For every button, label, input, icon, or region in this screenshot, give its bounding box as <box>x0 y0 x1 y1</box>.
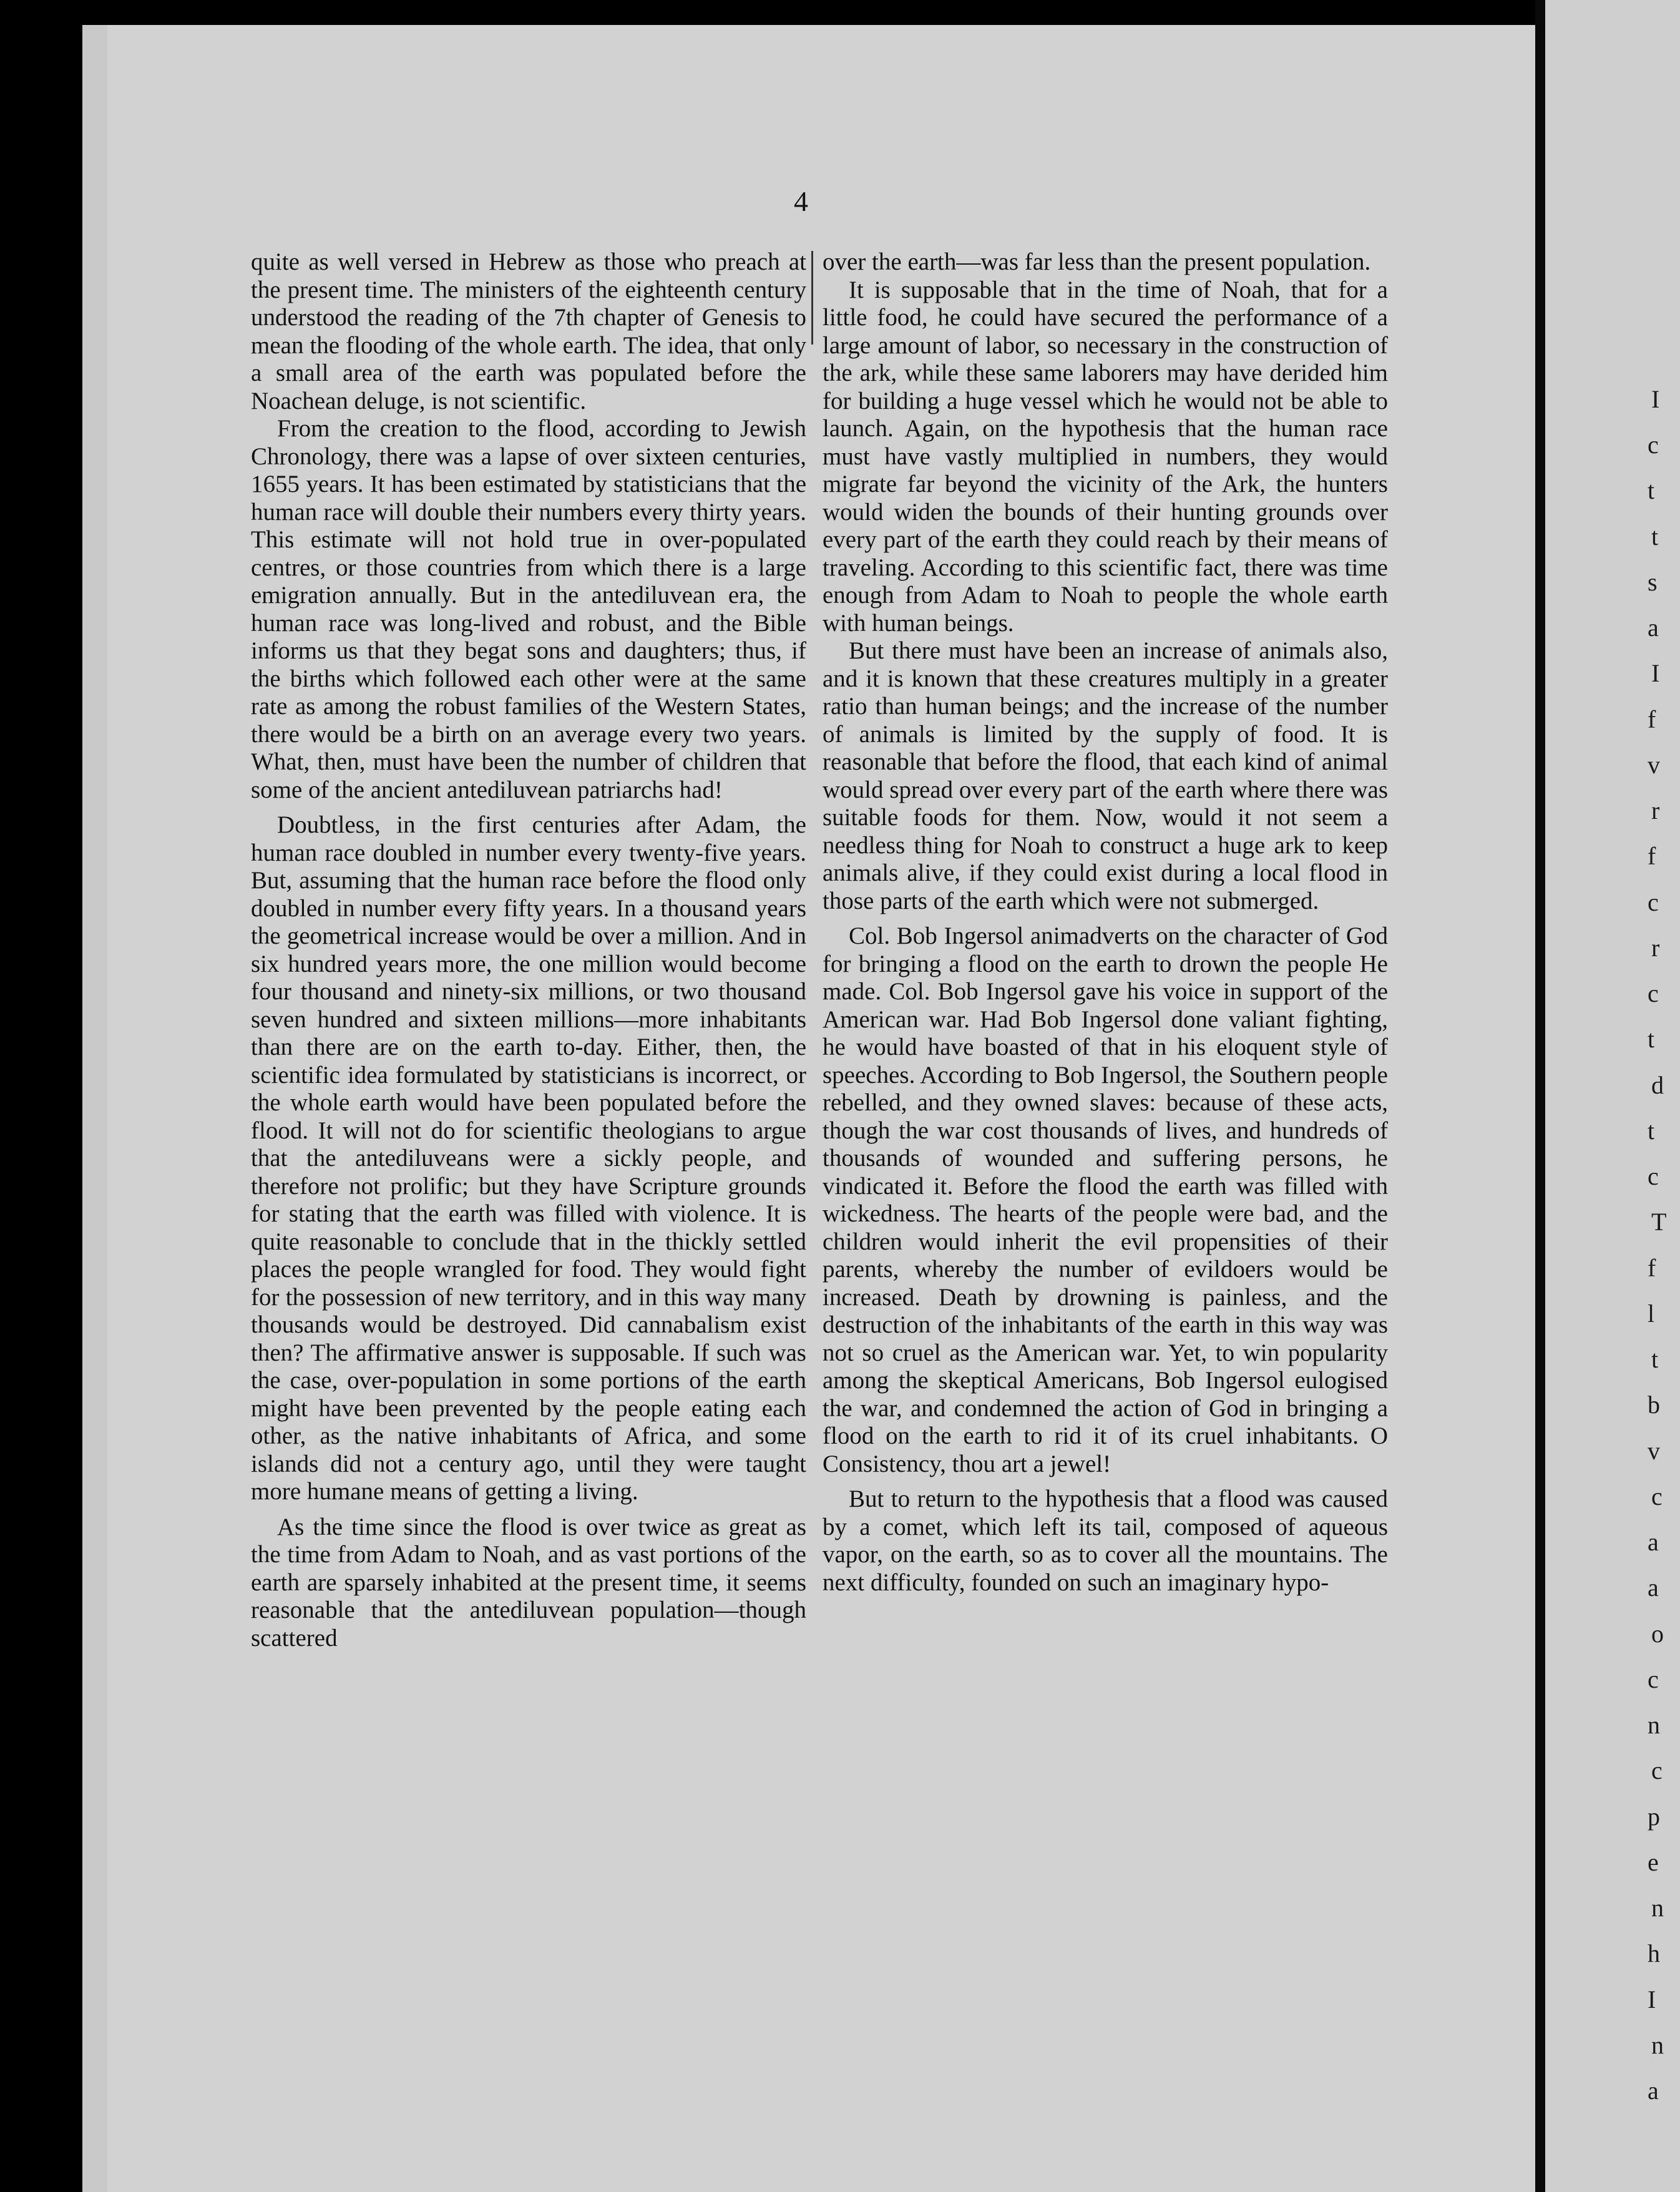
adjacent-page-letter: c <box>1648 431 1659 459</box>
adjacent-page-letter: f <box>1648 705 1656 733</box>
adjacent-page-letter: f <box>1648 1253 1656 1282</box>
adjacent-page-letter: n <box>1651 2030 1664 2059</box>
adjacent-page-letter: c <box>1651 1756 1663 1785</box>
adjacent-page-letter: c <box>1648 888 1659 916</box>
adjacent-page-letter: v <box>1648 750 1660 779</box>
adjacent-page-letter: c <box>1648 979 1659 1008</box>
column-divider <box>811 251 813 345</box>
adjacent-page-letter: e <box>1648 1847 1659 1876</box>
adjacent-page-letter: c <box>1648 1162 1659 1191</box>
adjacent-page-letter: l <box>1648 1299 1655 1328</box>
left-column <box>251 248 806 1652</box>
adjacent-page-letter: t <box>1651 522 1659 550</box>
adjacent-page-letter: f <box>1648 842 1656 871</box>
adjacent-page-letter: t <box>1648 1025 1655 1054</box>
adjacent-page-letter: n <box>1651 1894 1664 1922</box>
adjacent-page-letter: a <box>1648 1573 1659 1602</box>
adjacent-page-letter: r <box>1651 933 1660 962</box>
adjacent-page-letter: a <box>1648 2077 1659 2105</box>
paragraph: As the time since the flood is over twice as great as the time from Adam to Noah, and as vast portions of the earth are sparsely inhabited at the present time, it seems reasonable that the antediluvean population—though scattered <box>251 1513 806 1651</box>
adjacent-page-letter: n <box>1648 1711 1660 1739</box>
adjacent-page-letter: I <box>1648 1985 1656 2013</box>
paragraph: quite as well versed in Hebrew as those who preach at the present time. The ministers of the eighteenth century understood the reading of the 7th chapter of Genesis to mean the flooding of the whole earth. The idea, that only a small area of the earth was populated before the Noachean deluge, is not scientific. <box>251 248 806 414</box>
paragraph: But there must have been an increase of animals also, and it is known that these creatures multiply in a greater ratio than human beings; and the increase of the number of animals is limited by the supply of food. It is reasonable that before the flood, that each kind of animal would spread over every part of the earth where there was suitable foods for them. Now, would it not seem a needless thing for Noah to construct a huge ark to keep animals alive, if they could exist during a local flood in those parts of the earth which were not submerged. <box>823 637 1388 914</box>
adjacent-page-letter: c <box>1648 1665 1659 1693</box>
adjacent-page-letter: I <box>1651 385 1660 413</box>
paragraph: From the creation to the flood, according to Jewish Chronology, there was a lapse of over sixteen centuries, 1655 years. It has been estimated by statisticians that the human race will double their numbers every thirty years. This estimate will not hold true in over-populated centres, or those countries from which there is a large emigration annually. But in the antediluvean era, the human race was long-lived and robust, and the Bible informs us that they begat sons and daughters; thus, if the births which followed each other were at the same rate as among the robust families of the Western States, there would be a birth on an average every two years. What, then, must have been the number of children that some of the ancient antediluvean patriarchs had! <box>251 415 806 803</box>
scan-left-border <box>0 0 82 2192</box>
adjacent-page-letter: p <box>1648 1802 1660 1831</box>
adjacent-page-letter: T <box>1651 1208 1667 1236</box>
adjacent-page-letter: b <box>1648 1391 1660 1419</box>
adjacent-page-letter: r <box>1651 796 1660 825</box>
paragraph: Doubtless, in the first centuries after Adam, the human race doubled in number every twenty-five years. But, assuming that the human race before the flood only doubled in number every fifty years. In a thousand years the geometrical increase would be over a million. And in six hundred years more, the one million would become four thousand and ninety-six millions, or two thousand seven hundred and sixteen millions—more inhabitants than there are on the earth to-day. Either, then, the scientific idea formulated by statisticians is incorrect, or the whole earth would have been populated before the flood. It will not do for scientific theologians to argue that the antediluveans were a sickly people, and therefore not prolific; but they have Scripture grounds for stating that the earth was filled with violence. It is quite reasonable to conclude that in the thickly settled places the people wrangled for food. They would fight for the possession of new territory, and in this way many thousands would be destroyed. Did cannabalism exist then? The affirmative answer is supposable. If such was the case, over-population in some portions of the earth might have been prevented by the people eating each other, as the native inhabitants of Africa, and some islands did not a century ago, until they were taught more humane means of getting a living. <box>251 811 806 1505</box>
paragraph: It is supposable that in the time of Noah, that for a little food, he could have secured the performance of a large amount of labor, so necessary in the construction of the ark, while these same laborers may have derided him for building a huge vessel which he would not be able to launch. Again, on the hypothesis that the human race must have vastly multiplied in numbers, they would migrate far beyond the vicinity of the Ark, the hunters would widen the bounds of their hunting grounds over every part of the earth they could reach by their means of traveling. According to this scientific fact, there was time enough from Adam to Noah to people the whole earth with human beings. <box>823 276 1388 637</box>
right-column <box>823 248 1388 1597</box>
adjacent-page-letter: o <box>1651 1619 1664 1648</box>
adjacent-page-letter: t <box>1648 1116 1655 1145</box>
adjacent-page-letter: h <box>1648 1939 1660 1968</box>
adjacent-page-letter: a <box>1648 1528 1659 1557</box>
adjacent-page-letter: d <box>1651 1070 1664 1099</box>
paragraph: Col. Bob Ingersol animadverts on the character of God for bringing a flood on the earth to drown the people He made. Col. Bob Ingersol gave his voice in support of the American war. Had Bob Ingersol done valiant fighting, he would have boasted of that in his eloquent style of speeches. According to Bob Ingersol, the Southern people rebelled, and they owned slaves: because of these acts, though the war cost thousands of lives, and hundreds of thousands of wounded and suffering persons, he vindicated it. Before the flood the earth was filled with wickedness. The hearts of the people were bad, and the children would inherit the evil propensities of their parents, whereby the number of evildoers would be increased. Death by drowning is painless, and the destruction of the inhabitants of the earth in this way was not so cruel as the American war. Yet, to win popularity among the skeptical Americans, Bob Ingersol eulogised the war, and condemned the action of God in bringing a flood on the earth to rid it of its cruel inhabitants. O Consistency, thou art a jewel! <box>823 922 1388 1477</box>
paragraph: over the earth—was far less than the present population. <box>823 248 1371 275</box>
adjacent-page-letter: I <box>1651 659 1660 688</box>
adjacent-page-letter: a <box>1648 614 1659 642</box>
adjacent-page-letter: s <box>1648 567 1658 596</box>
page-number: 4 <box>794 185 808 217</box>
paragraph: But to return to the hypothesis that a flood was caused by a comet, which left its tail, composed of aqueous vapor, on the earth, so as to cover all the mountains. The next difficulty, founded on such an imaginary hypo- <box>823 1485 1388 1596</box>
adjacent-page-letter: t <box>1651 1345 1659 1374</box>
adjacent-page-letter: c <box>1651 1482 1663 1510</box>
adjacent-page-letter: v <box>1648 1436 1660 1465</box>
adjacent-page-letter: t <box>1648 476 1655 505</box>
